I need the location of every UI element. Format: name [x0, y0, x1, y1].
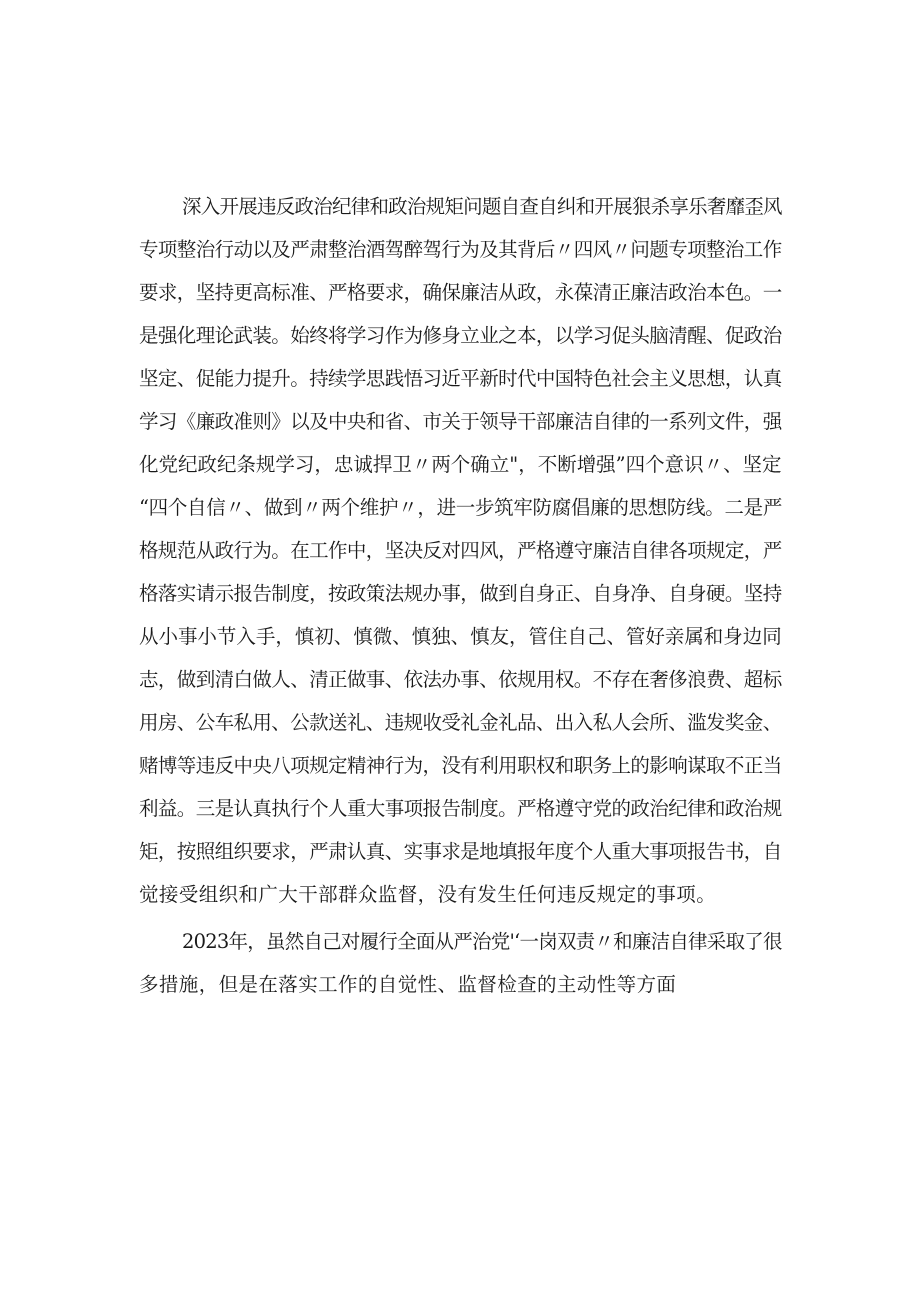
paragraph-line: “四个自信〃、做到〃两个维护〃，进一步筑牢防腐倡廉的思想防线。二是严 — [139, 496, 783, 519]
paragraph-line: 志，做到清白做人、清正做事、依法办事、依规用权。不存在奢侈浪费、超标 — [139, 668, 782, 691]
paragraph-line: 格落实请示报告制度，按政策法规办事，做到自身正、自身净、自身硬。坚持 — [139, 582, 782, 605]
paragraph-line: 坚定、促能力提升。持续学思践悟习近平新时代中国特色社会主义思想，认真 — [139, 367, 782, 390]
paragraph-line: 化党纪政纪条规学习，忠诚捍卫〃两个确立"，不断增强”四个意识〃、坚定 — [139, 453, 782, 476]
paragraph-line: 赌博等违反中央八项规定精神行为，没有利用职权和职务上的影响谋取不正当 — [139, 754, 782, 777]
paragraph-line: 觉接受组织和广大干部群众监督，没有发生任何违反规定的事项。 — [139, 883, 717, 906]
paragraph-line: 深入开展违反政治纪律和政治规矩问题自查自纠和开展狠杀享乐奢靡歪风 — [182, 195, 782, 218]
paragraph-line: 矩，按照组织要求，严肃认真、实事求是地填报年度个人重大事项报告书，自 — [139, 840, 782, 863]
paragraph-line: 学习《廉政准则》以及中央和省、市关于领导干部廉洁自律的一系列文件，强 — [139, 410, 782, 433]
paragraph-line: 专项整治行动以及严肃整治酒驾醉驾行为及其背后〃四风〃问题专项整治工作 — [139, 238, 782, 261]
paragraph-line: 格规范从政行为。在工作中，坚决反对四风，严格遵守廉洁自律各项规定，严 — [139, 539, 782, 562]
paragraph-line: 要求，坚持更高标准、严格要求，确保廉洁从政，永葆清正廉洁政治本色。一 — [139, 281, 782, 304]
paragraph-line: 用房、公车私用、公款送礼、违规收受礼金礼品、出入私人会所、滥发奖金、 — [139, 711, 782, 734]
paragraph-line: 2023年，虽然自己对履行全面从严治党'‘一岗双责〃和廉洁自律采取了很 — [182, 930, 782, 953]
paragraph-line: 利益。三是认真执行个人重大事项报告制度。严格遵守党的政治纪律和政治规 — [139, 797, 782, 820]
paragraph-line: 是强化理论武装。始终将学习作为修身立业之本，以学习促头脑清醒、促政治 — [139, 324, 782, 347]
paragraph-line: 多措施，但是在落实工作的自觉性、监督检查的主动性等方面 — [139, 973, 677, 996]
paragraph-line: 从小事小节入手，慎初、慎微、慎独、慎友，管住自己、管好亲属和身边同 — [139, 625, 782, 648]
